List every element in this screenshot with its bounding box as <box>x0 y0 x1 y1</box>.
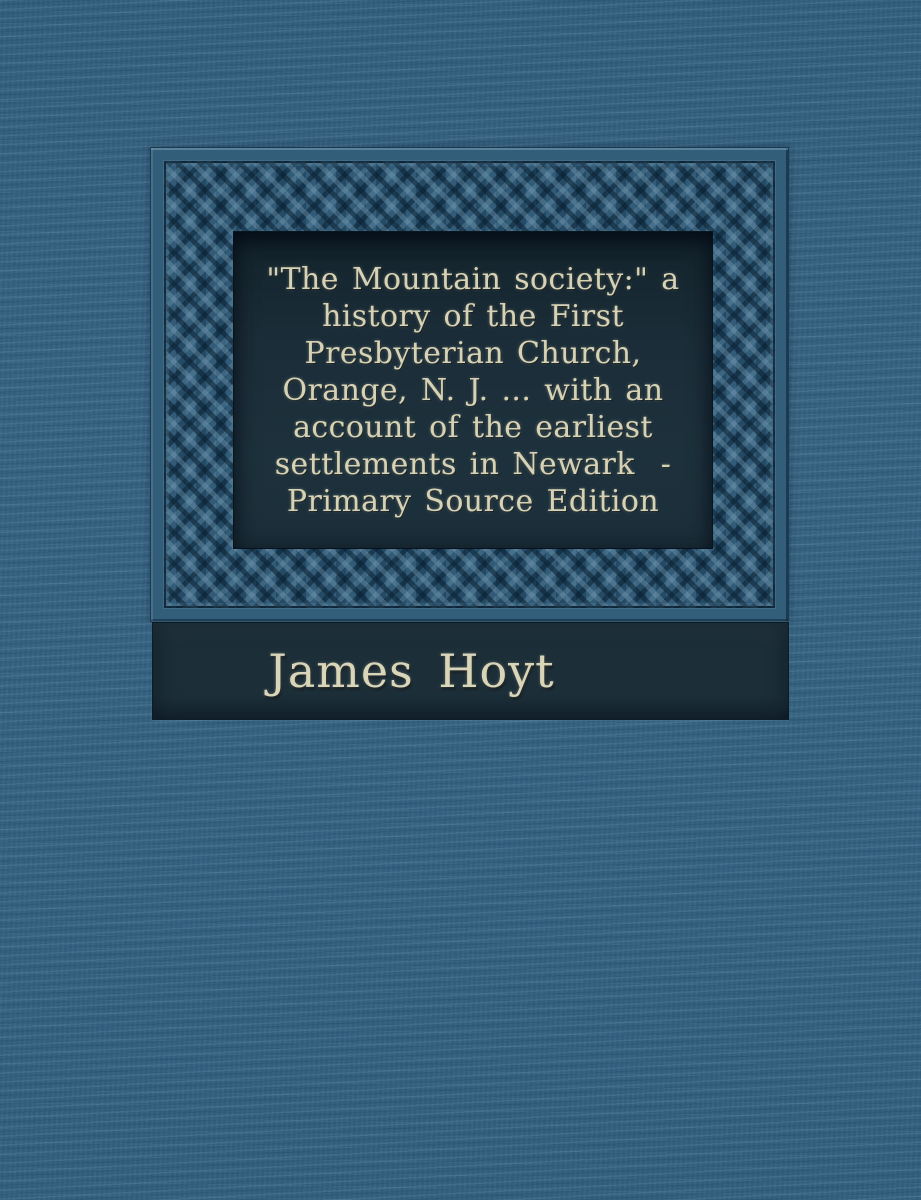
title-panel <box>233 231 713 549</box>
title-line: Presbyterian Church, <box>304 335 642 371</box>
author-band <box>152 622 789 720</box>
title-line: settlements in Newark - <box>274 446 672 482</box>
title-line: "The Mountain society:" a <box>266 261 680 297</box>
title-line: Primary Source Edition <box>286 483 660 519</box>
book-title <box>266 261 679 520</box>
title-line: account of the earliest <box>293 409 653 445</box>
title-line: history of the First <box>322 298 624 334</box>
title-line: Orange, N. J. ... with an <box>282 372 664 408</box>
author-name: James Hoyt <box>268 644 555 698</box>
celtic-knot-frame <box>150 147 789 622</box>
